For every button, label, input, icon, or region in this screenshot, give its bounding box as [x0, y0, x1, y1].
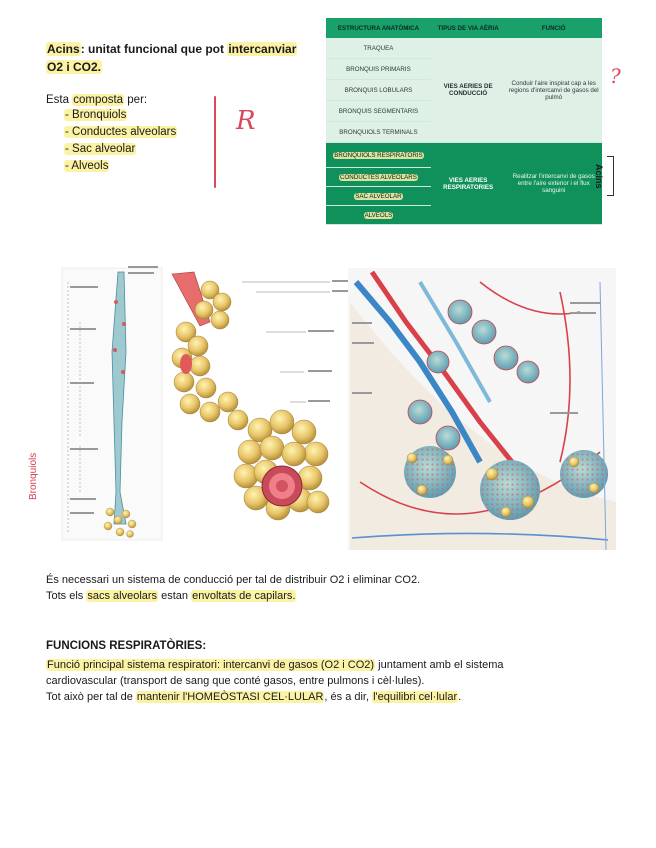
header-function: FUNCIÓ [505, 18, 602, 38]
func-line2: cardiovascular (transport de sang que conté gasos, entre pulmons i cèl·lules). [46, 675, 425, 687]
cell-structure-text: SAC ALVEOLAR [355, 192, 402, 200]
list-item-text: - Alveols [65, 160, 109, 172]
cell-structure [326, 206, 431, 225]
list-item-text: - Conductes alveolars [65, 126, 177, 138]
func-line3-mid: , és a dir, [324, 691, 373, 703]
title-rest: : unitat funcional que pot [80, 42, 228, 56]
cell-structure: BRONQUIS SEGMENTARIS [326, 101, 431, 122]
header-type: TIPUS DE VIA AÈRIA [431, 18, 506, 38]
conduction-paragraph [46, 572, 606, 604]
bronchiole-tree [28, 266, 162, 540]
para-line2-pre: Tots els [46, 590, 87, 602]
para-hl-capillaries: envoltats de capilars. [192, 590, 296, 602]
func-line3-end: . [458, 691, 462, 703]
cell-structure [326, 187, 431, 206]
cell-structure [326, 168, 431, 187]
acins-bracket [607, 156, 614, 196]
table-header-row [326, 18, 602, 38]
cell-conducting-type: VIES AERIES DE CONDUCCIÓ [431, 38, 506, 143]
list-item [64, 158, 177, 175]
capillary-network-illustration [348, 268, 616, 550]
handwritten-question: ? [610, 64, 621, 88]
cell-respiratory-function: Realitzar l'intercanvi de gasos entre l'aire exterior i el flux sanguini [505, 143, 602, 225]
cell-conducting-function: Conduir l'aire inspirat cap a les regions d'intercanvi de gasos del pulmó [505, 38, 602, 143]
cell-structure-text: CONDUCTES ALVEOLARS [339, 173, 417, 181]
list-item [64, 141, 177, 158]
cell-structure [326, 143, 431, 168]
cell-structure: BRONQUIOLS TERMINALS [326, 122, 431, 143]
composition-list [64, 107, 177, 175]
func-rest1: juntament amb el sistema [375, 659, 504, 671]
cell-structure-text: ALVEOLS [364, 211, 393, 219]
cell-structure: TRAQUEA [326, 38, 431, 59]
acins-title [46, 40, 316, 76]
bronquiols-label: Bronquiols [28, 452, 39, 500]
airway-table [326, 18, 602, 225]
handwritten-r: R [236, 106, 256, 136]
list-item-text: - Sac alveolar [65, 143, 136, 155]
composition-intro [46, 92, 147, 108]
title-line2: O2 i CO2. [47, 60, 102, 74]
header-structure: ESTRUCTURA ANATÒMICA [326, 18, 431, 38]
intro-pre: Esta [46, 94, 73, 106]
para-hl-sacs: sacs alveolars [87, 590, 158, 602]
para-line1: És necessari un sistema de conducció per tal de distribuir O2 i eliminar CO2. [46, 574, 421, 586]
lung-anatomy-figure [28, 262, 616, 552]
title-highlight: intercanviar [228, 42, 297, 56]
title-lead: Acins [47, 42, 80, 56]
cell-structure: BRONQUIS LOBULARS [326, 80, 431, 101]
acins-side-label: Acins [594, 164, 604, 189]
table-row [326, 38, 602, 59]
cell-respiratory-type: VIES AERIES RESPIRATORIES [431, 143, 506, 225]
cell-structure-text: BRONQUIOLS RESPIRATORIS [334, 151, 423, 159]
intro-highlight: composta [73, 94, 124, 106]
cell-structure: BRONQUIS PRIMARIS [326, 59, 431, 80]
func-line3-pre: Tot això per tal de [46, 691, 136, 703]
handwritten-line [214, 96, 216, 188]
list-item-text: - Bronquiols [65, 109, 127, 121]
func-hl-homeostasis: mantenir l'HOMEÒSTASI CEL·LULAR [136, 691, 324, 703]
list-item [64, 124, 177, 141]
intro-post: per: [124, 94, 148, 106]
list-item [64, 107, 177, 124]
alveolar-sac-illustration [172, 272, 360, 520]
func-hl-balance: l'equilibri cel·lular [373, 691, 458, 703]
functions-heading: FUNCIONS RESPIRATÒRIES: [46, 640, 207, 652]
table-row [326, 143, 602, 168]
para-line2-mid: estan [158, 590, 192, 602]
functions-paragraph [46, 657, 616, 705]
func-hl-main: Funció principal sistema respiratori: intercanvi de gasos (O2 i CO2) [47, 659, 375, 671]
